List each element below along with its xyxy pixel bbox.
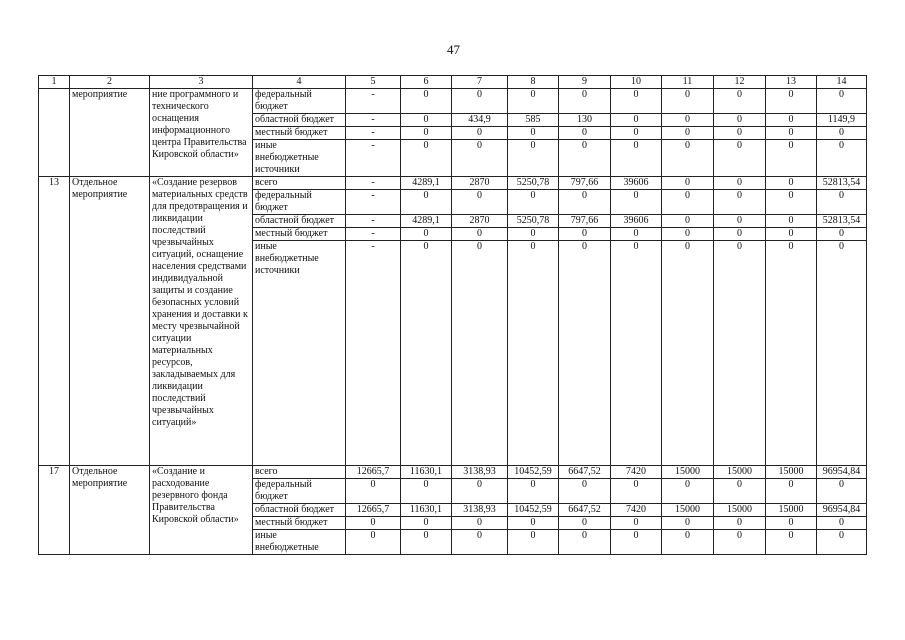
value-cell: 0 xyxy=(508,517,559,530)
value-cell: 0 xyxy=(662,215,714,228)
column-header: 8 xyxy=(508,76,559,89)
value-cell: - xyxy=(346,140,401,177)
event-name: «Создание и расходование резервного фонда Правительства Кировской области» xyxy=(150,466,253,555)
value-cell: 0 xyxy=(714,479,766,504)
value-cell: 0 xyxy=(817,479,867,504)
value-cell: 4289,1 xyxy=(401,177,452,190)
value-cell: 0 xyxy=(817,190,867,215)
value-cell: 52813,54 xyxy=(817,177,867,190)
value-cell: 0 xyxy=(508,127,559,140)
value-cell: 0 xyxy=(401,89,452,114)
funding-source: федеральный бюджет xyxy=(253,190,346,215)
value-cell: 0 xyxy=(508,89,559,114)
value-cell: 0 xyxy=(662,177,714,190)
value-cell: 0 xyxy=(452,228,508,241)
page-number: 47 xyxy=(447,42,460,57)
funding-source: всего xyxy=(253,466,346,479)
value-cell: 0 xyxy=(452,530,508,555)
value-cell: 0 xyxy=(508,140,559,177)
value-cell: 0 xyxy=(662,190,714,215)
value-cell: - xyxy=(346,241,401,466)
value-cell: 0 xyxy=(714,228,766,241)
funding-source: местный бюджет xyxy=(253,127,346,140)
value-cell: 0 xyxy=(766,177,817,190)
table-row xyxy=(39,466,867,479)
column-header: 5 xyxy=(346,76,401,89)
value-cell: 0 xyxy=(346,479,401,504)
value-cell: 585 xyxy=(508,114,559,127)
value-cell: 0 xyxy=(401,530,452,555)
value-cell: 0 xyxy=(662,241,714,466)
value-cell: 0 xyxy=(559,517,611,530)
value-cell: 797,66 xyxy=(559,215,611,228)
value-cell: 0 xyxy=(662,517,714,530)
value-cell: 0 xyxy=(662,479,714,504)
value-cell: 0 xyxy=(817,127,867,140)
funding-source: федеральный бюджет xyxy=(253,89,346,114)
value-cell: 12665,7 xyxy=(346,504,401,517)
value-cell: 96954,84 xyxy=(817,504,867,517)
value-cell: 0 xyxy=(766,479,817,504)
value-cell: - xyxy=(346,228,401,241)
value-cell: 434,9 xyxy=(452,114,508,127)
event-type: Отдельное мероприятие xyxy=(70,466,150,555)
value-cell: - xyxy=(346,177,401,190)
value-cell: 52813,54 xyxy=(817,215,867,228)
value-cell: 15000 xyxy=(714,466,766,479)
value-cell: 0 xyxy=(611,190,662,215)
value-cell: 0 xyxy=(766,530,817,555)
column-header: 2 xyxy=(70,76,150,89)
column-header: 11 xyxy=(662,76,714,89)
value-cell: 0 xyxy=(401,517,452,530)
value-cell: - xyxy=(346,89,401,114)
column-header: 6 xyxy=(401,76,452,89)
column-header: 9 xyxy=(559,76,611,89)
value-cell: 0 xyxy=(611,140,662,177)
value-cell: 0 xyxy=(714,127,766,140)
value-cell: 0 xyxy=(662,140,714,177)
value-cell: 0 xyxy=(611,127,662,140)
funding-source: областной бюджет xyxy=(253,215,346,228)
value-cell: 0 xyxy=(401,114,452,127)
value-cell: 0 xyxy=(766,241,817,466)
value-cell: 5250,78 xyxy=(508,177,559,190)
value-cell: 0 xyxy=(452,89,508,114)
value-cell: 0 xyxy=(401,190,452,215)
value-cell: 0 xyxy=(662,530,714,555)
funding-source: местный бюджет xyxy=(253,517,346,530)
event-name: «Создание резервов материальных средств для предотвращения и ликвидации последствий чрезвычайных ситуаций, оснащение населения средствами индивидуальной защиты и создание безопасных условий хранения и доставки к месту чрезвычайной ситуации материальных ресурсов, закладываемых для ликвидации последствий чрезвычайных ситуаций» xyxy=(150,177,253,466)
value-cell: 0 xyxy=(559,127,611,140)
value-cell: 0 xyxy=(817,530,867,555)
funding-source: областной бюджет xyxy=(253,114,346,127)
value-cell: 797,66 xyxy=(559,177,611,190)
column-header: 1 xyxy=(39,76,70,89)
value-cell: 0 xyxy=(714,215,766,228)
funding-source: иные внебюджетные xyxy=(253,530,346,555)
value-cell: 0 xyxy=(817,140,867,177)
value-cell: 0 xyxy=(766,228,817,241)
value-cell: 0 xyxy=(508,530,559,555)
value-cell: 0 xyxy=(766,89,817,114)
value-cell: 7420 xyxy=(611,466,662,479)
value-cell: - xyxy=(346,190,401,215)
funding-source: иные внебюджетные источники xyxy=(253,241,346,466)
funding-source: областной бюджет xyxy=(253,504,346,517)
column-header: 13 xyxy=(766,76,817,89)
table-row xyxy=(39,89,867,114)
value-cell: 0 xyxy=(714,190,766,215)
value-cell: 6647,52 xyxy=(559,504,611,517)
value-cell: 3138,93 xyxy=(452,466,508,479)
value-cell: 0 xyxy=(714,517,766,530)
value-cell: 0 xyxy=(346,530,401,555)
value-cell: 5250,78 xyxy=(508,215,559,228)
value-cell: 3138,93 xyxy=(452,504,508,517)
value-cell: 0 xyxy=(559,530,611,555)
value-cell: 0 xyxy=(766,140,817,177)
value-cell: 0 xyxy=(611,89,662,114)
value-cell: 0 xyxy=(559,241,611,466)
value-cell: 0 xyxy=(611,114,662,127)
value-cell: 11630,1 xyxy=(401,466,452,479)
value-cell: 11630,1 xyxy=(401,504,452,517)
column-header: 4 xyxy=(253,76,346,89)
value-cell: 0 xyxy=(611,517,662,530)
value-cell: 0 xyxy=(401,140,452,177)
value-cell: 2870 xyxy=(452,177,508,190)
value-cell: 0 xyxy=(714,89,766,114)
value-cell: 0 xyxy=(452,190,508,215)
header-row xyxy=(39,76,867,89)
table-row xyxy=(39,177,867,190)
value-cell: 0 xyxy=(611,241,662,466)
value-cell: 12665,7 xyxy=(346,466,401,479)
value-cell: 0 xyxy=(508,190,559,215)
row-number xyxy=(39,89,70,177)
value-cell: 0 xyxy=(559,479,611,504)
value-cell: 39606 xyxy=(611,215,662,228)
value-cell: 0 xyxy=(508,228,559,241)
value-cell: - xyxy=(346,127,401,140)
event-name: ние программного и технического оснащения информационного центра Правительства Кировской области» xyxy=(150,89,253,177)
value-cell: 0 xyxy=(611,479,662,504)
value-cell: 4289,1 xyxy=(401,215,452,228)
column-header: 14 xyxy=(817,76,867,89)
value-cell: 0 xyxy=(559,89,611,114)
value-cell: 0 xyxy=(662,114,714,127)
value-cell: 15000 xyxy=(662,504,714,517)
value-cell: 39606 xyxy=(611,177,662,190)
value-cell: 10452,59 xyxy=(508,466,559,479)
budget-table xyxy=(38,75,867,555)
column-header: 3 xyxy=(150,76,253,89)
value-cell: 2870 xyxy=(452,215,508,228)
value-cell: 0 xyxy=(452,517,508,530)
value-cell: 15000 xyxy=(714,504,766,517)
value-cell: 0 xyxy=(817,517,867,530)
value-cell: 1149,9 xyxy=(817,114,867,127)
value-cell: 0 xyxy=(662,89,714,114)
value-cell: 0 xyxy=(714,530,766,555)
value-cell: 0 xyxy=(611,530,662,555)
value-cell: 0 xyxy=(452,140,508,177)
value-cell: - xyxy=(346,215,401,228)
value-cell: 0 xyxy=(766,190,817,215)
value-cell: 0 xyxy=(452,127,508,140)
value-cell: 0 xyxy=(714,177,766,190)
value-cell: 6647,52 xyxy=(559,466,611,479)
value-cell: 0 xyxy=(559,140,611,177)
value-cell: 0 xyxy=(401,479,452,504)
value-cell: 15000 xyxy=(766,466,817,479)
funding-source: местный бюджет xyxy=(253,228,346,241)
funding-source: всего xyxy=(253,177,346,190)
value-cell: 0 xyxy=(766,517,817,530)
value-cell: 7420 xyxy=(611,504,662,517)
value-cell: 0 xyxy=(766,114,817,127)
value-cell: 15000 xyxy=(662,466,714,479)
value-cell: 0 xyxy=(401,241,452,466)
value-cell: 0 xyxy=(346,517,401,530)
value-cell: 130 xyxy=(559,114,611,127)
value-cell: 0 xyxy=(401,228,452,241)
value-cell: 10452,59 xyxy=(508,504,559,517)
value-cell: 0 xyxy=(611,228,662,241)
value-cell: 0 xyxy=(559,190,611,215)
column-header: 10 xyxy=(611,76,662,89)
value-cell: 0 xyxy=(714,140,766,177)
value-cell: 0 xyxy=(559,228,611,241)
event-type: мероприятие xyxy=(70,89,150,177)
value-cell: 0 xyxy=(766,215,817,228)
value-cell: 0 xyxy=(508,241,559,466)
value-cell: 0 xyxy=(508,479,559,504)
funding-source: федеральный бюджет xyxy=(253,479,346,504)
row-number: 17 xyxy=(39,466,70,555)
column-header: 7 xyxy=(452,76,508,89)
value-cell: 15000 xyxy=(766,504,817,517)
event-type: Отдельное мероприятие xyxy=(70,177,150,466)
column-header: 12 xyxy=(714,76,766,89)
value-cell: - xyxy=(346,114,401,127)
value-cell: 0 xyxy=(817,89,867,114)
value-cell: 0 xyxy=(452,479,508,504)
value-cell: 0 xyxy=(662,228,714,241)
value-cell: 0 xyxy=(714,114,766,127)
row-number: 13 xyxy=(39,177,70,466)
value-cell: 0 xyxy=(401,127,452,140)
funding-source: иные внебюджетные источники xyxy=(253,140,346,177)
value-cell: 96954,84 xyxy=(817,466,867,479)
value-cell: 0 xyxy=(714,241,766,466)
value-cell: 0 xyxy=(662,127,714,140)
value-cell: 0 xyxy=(766,127,817,140)
value-cell: 0 xyxy=(817,241,867,466)
value-cell: 0 xyxy=(817,228,867,241)
value-cell: 0 xyxy=(452,241,508,466)
